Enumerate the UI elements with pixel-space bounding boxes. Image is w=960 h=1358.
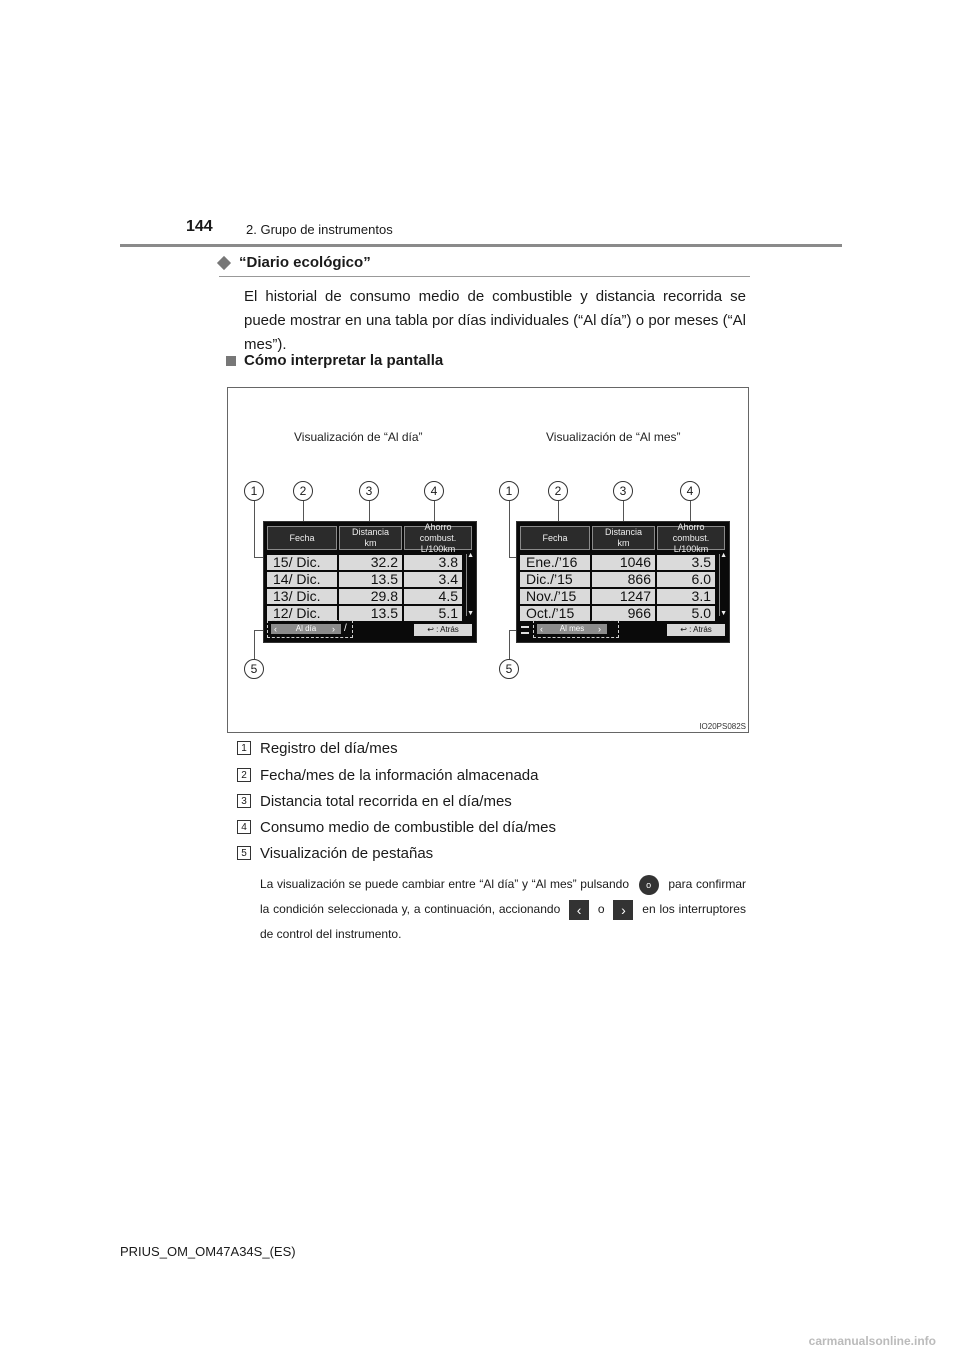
- row-date: Dic./’15: [520, 572, 590, 587]
- screen-day: [263, 521, 477, 643]
- callout-1-month: 1: [499, 481, 519, 501]
- ok-button-icon: o: [639, 875, 659, 895]
- column-fuel-header: Ahorro combust. L/100km: [404, 526, 472, 550]
- row-fuel: 4.5: [404, 589, 462, 604]
- scroll-down-icon[interactable]: ▼: [467, 610, 474, 617]
- square-bullet-icon: [226, 356, 236, 366]
- callout-5-month: 5: [499, 659, 519, 679]
- figure-eco-diary: [227, 387, 749, 733]
- leader-line: [509, 501, 510, 557]
- chevron-left-icon: ‹: [569, 900, 589, 920]
- tab-label[interactable]: Al día: [271, 624, 341, 634]
- callout-5-day: 5: [244, 659, 264, 679]
- screen-month: [516, 521, 730, 643]
- caption-day: Visualización de “Al día”: [294, 430, 423, 444]
- back-button[interactable]: [667, 624, 725, 636]
- legend-text: Fecha/mes de la información almacenada: [260, 767, 539, 784]
- page-number: 144: [186, 218, 213, 235]
- back-label: : Atrás: [689, 625, 712, 634]
- column-date-header: Fecha: [520, 526, 590, 550]
- leader-line: [690, 501, 691, 523]
- section-title: [219, 254, 371, 271]
- tab-bar[interactable]: [267, 620, 353, 638]
- tab-label[interactable]: Al mes: [537, 624, 607, 634]
- note-text: o: [597, 902, 605, 916]
- row-date: Oct./’15: [520, 606, 590, 621]
- leader-line: [369, 501, 370, 523]
- legend-number: 3: [237, 794, 251, 808]
- diamond-icon: [217, 255, 231, 269]
- row-distance: 32.2: [339, 555, 402, 570]
- scroll-slash-icon: /: [344, 623, 347, 634]
- row-date: Ene./’16: [520, 555, 590, 570]
- watermark: carmanualsonline.info: [808, 1334, 936, 1348]
- column-distance-header: Distancia km: [592, 526, 655, 550]
- leader-line: [254, 501, 255, 557]
- tab-indicator-icon: [521, 626, 529, 634]
- row-date: Nov./’15: [520, 589, 590, 604]
- legend-text: Visualización de pestañas: [260, 845, 434, 862]
- back-label: : Atrás: [436, 625, 459, 634]
- legend-number: 1: [237, 741, 251, 755]
- callout-3-day: 3: [359, 481, 379, 501]
- chevron-right-icon[interactable]: ›: [332, 624, 335, 634]
- row-distance: 1046: [592, 555, 655, 570]
- leader-line: [509, 630, 510, 659]
- legend-text: Registro del día/mes: [260, 740, 398, 757]
- row-date: 13/ Dic.: [267, 589, 337, 604]
- row-date: 15/ Dic.: [267, 555, 337, 570]
- return-arrow-icon: ↩: [680, 625, 687, 634]
- chevron-left-icon[interactable]: ‹: [540, 624, 543, 634]
- figure-code: IO20PS082S: [699, 722, 746, 731]
- legend-text: Consumo medio de combustible del día/mes: [260, 819, 556, 836]
- row-fuel: 3.4: [404, 572, 462, 587]
- callout-3-month: 3: [613, 481, 633, 501]
- row-distance: 29.8: [339, 589, 402, 604]
- subsection-title-text: Cómo interpretar la pantalla: [244, 352, 444, 369]
- tab-bar[interactable]: [533, 620, 619, 638]
- row-fuel: 3.5: [657, 555, 715, 570]
- scroll-up-icon[interactable]: ▲: [467, 552, 474, 559]
- leader-line: [623, 501, 624, 523]
- callout-2-month: 2: [548, 481, 568, 501]
- section-title-text: “Diario ecológico”: [239, 254, 371, 271]
- legend-number: 5: [237, 846, 251, 860]
- column-distance-header: Distancia km: [339, 526, 402, 550]
- row-distance: 13.5: [339, 572, 402, 587]
- chapter-title: 2. Grupo de instrumentos: [246, 222, 393, 237]
- legend-number: 2: [237, 768, 251, 782]
- leader-line: [303, 501, 304, 523]
- row-distance: 13.5: [339, 606, 402, 621]
- scrollbar[interactable]: [466, 554, 473, 616]
- leader-line: [254, 630, 255, 659]
- legend-text: Distancia total recorrida en el día/mes: [260, 793, 512, 810]
- row-fuel: 6.0: [657, 572, 715, 587]
- leader-line: [558, 501, 559, 523]
- caption-month: Visualización de “Al mes”: [546, 430, 681, 444]
- row-fuel: 3.1: [657, 589, 715, 604]
- row-fuel: 5.0: [657, 606, 715, 621]
- row-fuel: 3.8: [404, 555, 462, 570]
- callout-4-month: 4: [680, 481, 700, 501]
- scroll-up-icon[interactable]: ▲: [720, 552, 727, 559]
- chevron-left-icon[interactable]: ‹: [274, 624, 277, 634]
- row-distance: 1247: [592, 589, 655, 604]
- scroll-down-icon[interactable]: ▼: [720, 610, 727, 617]
- chevron-right-icon: ›: [613, 900, 633, 920]
- legend-number: 4: [237, 820, 251, 834]
- footer-code: PRIUS_OM_OM47A34S_(ES): [120, 1244, 296, 1259]
- back-button[interactable]: [414, 624, 472, 636]
- callout-2-day: 2: [293, 481, 313, 501]
- row-date: 12/ Dic.: [267, 606, 337, 621]
- section-rule: [219, 276, 750, 277]
- scrollbar[interactable]: [719, 554, 726, 616]
- column-fuel-header: Ahorro combust. L/100km: [657, 526, 725, 550]
- note-text: para confirmar la condición seleccionada y, a continuación, accionando: [260, 877, 746, 916]
- callout-4-day: 4: [424, 481, 444, 501]
- note-paragraph: [260, 872, 746, 947]
- row-distance: 866: [592, 572, 655, 587]
- callout-1-day: 1: [244, 481, 264, 501]
- row-date: 14/ Dic.: [267, 572, 337, 587]
- return-arrow-icon: ↩: [427, 625, 434, 634]
- chevron-right-icon[interactable]: ›: [598, 624, 601, 634]
- column-date-header: Fecha: [267, 526, 337, 550]
- leader-line: [434, 501, 435, 523]
- note-text: en los interruptores de control del instrumento.: [260, 902, 746, 941]
- row-distance: 966: [592, 606, 655, 621]
- note-text: La visualización se puede cambiar entre “Al día” y “Al mes” pulsando: [260, 877, 629, 891]
- row-fuel: 5.1: [404, 606, 462, 621]
- section-intro: El historial de consumo medio de combustible y distancia recorrida se puede mostrar en una tabla por días individuales (“Al día”) o por meses (“Al mes”).: [244, 288, 746, 353]
- subsection-title: [226, 352, 443, 369]
- header-rule: [120, 244, 842, 247]
